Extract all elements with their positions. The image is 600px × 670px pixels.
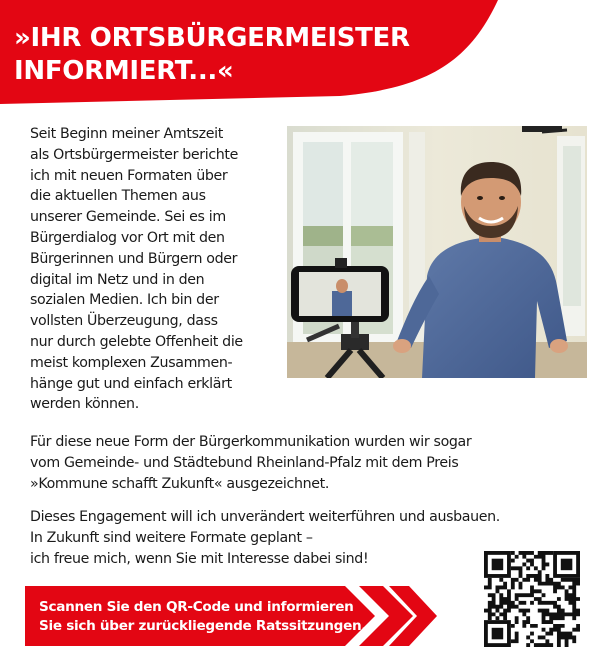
text-line: meist komplexen Zusammen- bbox=[30, 354, 233, 371]
cta-text bbox=[39, 598, 366, 636]
qr-finder-pattern bbox=[484, 620, 511, 647]
text-line: sozialen Medien. Ich bin der bbox=[30, 292, 219, 309]
text-line: Bürgerinnen und Bürgern oder bbox=[30, 250, 238, 267]
text-line: unserer Gemeinde. Sei es im bbox=[30, 209, 226, 226]
presenter-photo bbox=[287, 126, 587, 378]
text-line: Für diese neue Form der Bürgerkommunikation wurden wir sogar bbox=[30, 434, 472, 450]
qr-finder-pattern bbox=[553, 551, 580, 578]
engagement-paragraph bbox=[30, 507, 500, 569]
text-line: hänge gut und einfach erklärt bbox=[30, 375, 232, 392]
text-line: Seit Beginn meiner Amtszeit bbox=[30, 126, 223, 142]
text-line: Bürgerdialog vor Ort mit den bbox=[30, 229, 225, 246]
cta-line: Sie sich über zurückliegende Ratssitzungen. bbox=[39, 618, 367, 634]
text-line: digital im Netz und in den bbox=[30, 271, 205, 288]
qr-finder-pattern bbox=[484, 551, 511, 578]
qr-code-icon[interactable] bbox=[484, 551, 580, 647]
text-line: nur durch gelebte Offenheit die bbox=[30, 333, 243, 350]
text-line: ich mit neuen Formaten über bbox=[30, 167, 228, 184]
page-title-line: »IHR ORTSBÜRGERMEISTER bbox=[14, 23, 410, 53]
text-line: In Zukunft sind weitere Formate geplant – bbox=[30, 529, 313, 546]
text-line: vom Gemeinde- und Städtebund Rheinland-Pfalz mit dem Preis bbox=[30, 454, 459, 471]
text-line: vollsten Überzeugung, dass bbox=[30, 313, 218, 330]
text-line: ich freue mich, wenn Sie mit Interesse dabei sind! bbox=[30, 550, 369, 567]
intro-paragraph bbox=[30, 124, 278, 415]
award-paragraph bbox=[30, 432, 471, 494]
page-title bbox=[14, 22, 410, 88]
text-line: Dieses Engagement will ich unverändert weiterführen und ausbauen. bbox=[30, 509, 500, 525]
text-line: die aktuellen Themen aus bbox=[30, 188, 206, 205]
cta-line: Scannen Sie den QR-Code und informieren bbox=[39, 599, 354, 615]
page-title-line: INFORMIERT...« bbox=[14, 56, 234, 86]
text-line: »Kommune schafft Zukunft« ausgezeichnet. bbox=[30, 475, 329, 492]
text-line: als Ortsbürgermeister berichte bbox=[30, 146, 238, 163]
text-line: werden können. bbox=[30, 396, 139, 413]
